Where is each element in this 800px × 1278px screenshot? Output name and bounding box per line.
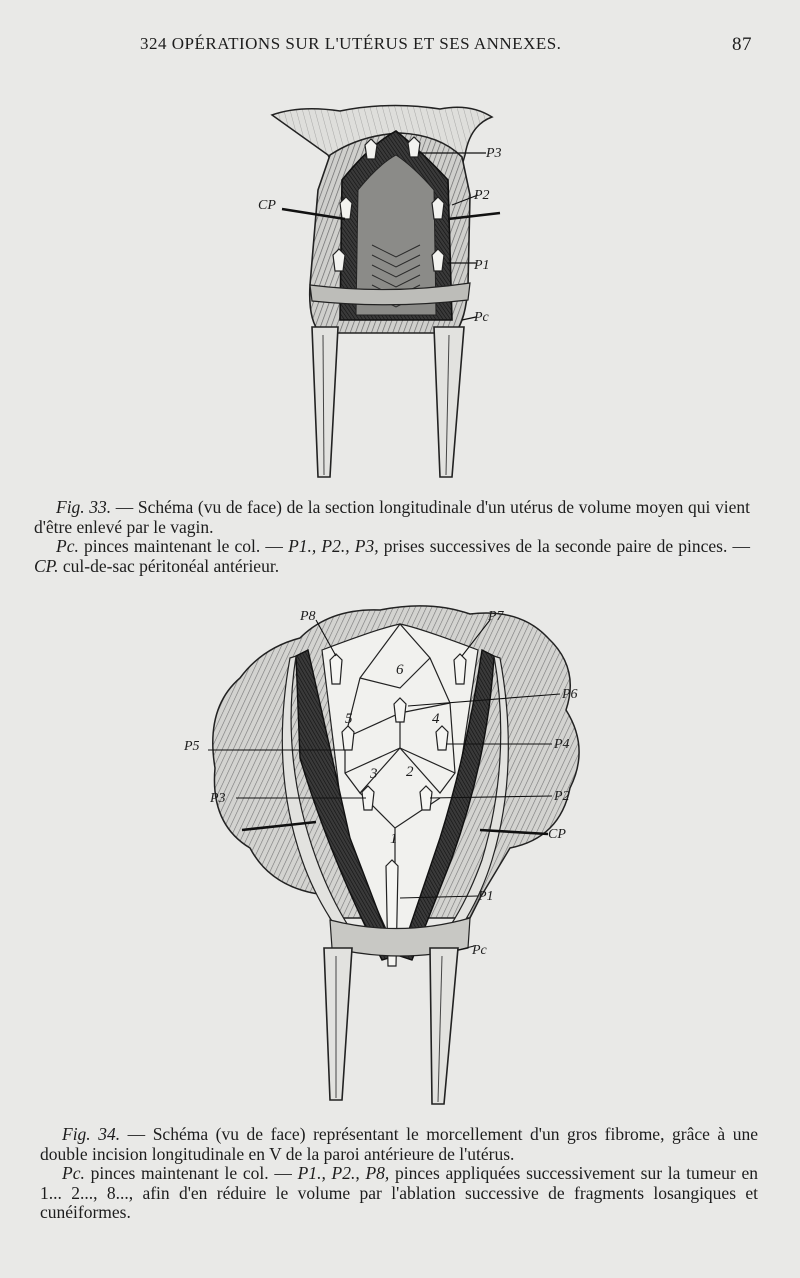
fig34-fragment-1: 1: [390, 831, 398, 847]
fig34-fragment-2: 2: [406, 764, 414, 780]
fig34-caption-line: [40, 1125, 758, 1164]
running-header: [140, 34, 752, 64]
fig33-caption-legend: [34, 537, 750, 576]
fig34-label-cp: CP: [548, 827, 566, 842]
figure-33-caption: [34, 498, 750, 576]
fig34-fragment-3: 3: [370, 766, 378, 782]
fig33-legend-pc-text: pinces maintenant le col. —: [78, 536, 289, 556]
figure-33-illustration: [0, 95, 800, 490]
fig34-fragment-6: 6: [396, 662, 404, 678]
fig34-legend-p: P1., P2., P8,: [297, 1163, 390, 1183]
fig34-forceps-right: [430, 948, 458, 1104]
running-title: 324 OPÉRATIONS SUR L'UTÉRUS ET SES ANNEXES.: [140, 34, 562, 53]
fig33-legend-p: P1., P2., P3,: [288, 536, 379, 556]
fig34-legend-p-text: pinces appliquées successivement sur la tumeur en 1... 2..., 8..., afin d'en réduire le volume par l'ablation successive de fragments losangiques et cunéiformes.: [40, 1163, 758, 1222]
fig33-caption-line: [34, 498, 750, 537]
fig33-label-p1: P1: [474, 258, 490, 273]
figure-34-illustration: [0, 598, 800, 1113]
fig34-fragment-5: 5: [345, 711, 353, 727]
fig34-legend-pc: Pc.: [62, 1163, 85, 1183]
fig33-legend-pc: Pc.: [56, 536, 79, 556]
page-number: 87: [732, 34, 752, 55]
fig34-label-p6: P6: [562, 687, 578, 702]
fig34-label-p5: P5: [184, 739, 200, 754]
figure-34-caption: [40, 1125, 758, 1223]
fig34-label-p1: P1: [478, 889, 494, 904]
fig33-label-p3: P3: [486, 146, 502, 161]
fig33-legend-p-text: prises successives de la seconde paire de pinces. —: [378, 536, 750, 556]
fig33-label-p2: P2: [474, 188, 490, 203]
fig34-label-p7: P7: [488, 609, 504, 624]
fig34-legend-pc-text: pinces maintenant le col. —: [84, 1163, 298, 1183]
fig34-caption-legend: [40, 1164, 758, 1223]
fig33-legend-cp: CP.: [34, 555, 59, 576]
fig34-label-pc: Pc: [472, 943, 487, 958]
fig34-caption-text: — Schéma (vu de face) représentant le morcellement d'un gros fibrome, grâce à une double incision longitudinale en V de la paroi antérieure de l'utérus.: [40, 1124, 758, 1164]
fig34-caption-label: Fig. 34.: [62, 1124, 121, 1144]
fig33-forceps-left: [312, 327, 338, 477]
fig33-legend-cp-text: cul-de-sac péritonéal antérieur.: [58, 555, 280, 576]
fig34-label-p2: P2: [554, 789, 570, 804]
fig34-label-p4: P4: [554, 737, 570, 752]
fig33-caption-text: — Schéma (vu de face) de la section longitudinale d'un utérus de volume moyen qui vient d'être enlevé par le vagin.: [34, 497, 750, 537]
fig34-fragment-4: 4: [432, 711, 440, 727]
fig33-label-cp: CP: [258, 198, 276, 213]
fig34-forceps-left: [324, 948, 352, 1100]
fig33-caption-label: Fig. 33.: [56, 497, 112, 517]
fig33-label-pc: Pc: [474, 310, 489, 325]
fig34-label-p3: P3: [210, 791, 226, 806]
fig34-label-p8: P8: [300, 609, 316, 624]
